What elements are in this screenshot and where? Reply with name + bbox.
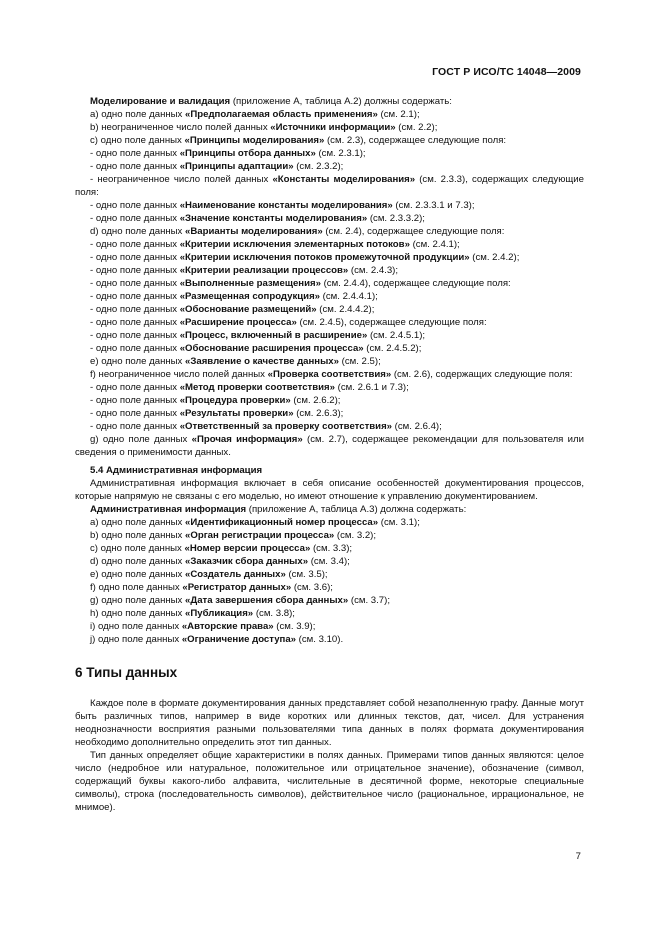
list-item (75, 316, 584, 329)
list-item-prefix: - одно поле данных (90, 148, 180, 159)
list-item-field-name: «Константы моделирования» (272, 174, 416, 185)
list-item (75, 147, 584, 160)
list-item-prefix: a) одно поле данных (90, 109, 186, 120)
block1-intro (75, 95, 584, 108)
list-item (75, 394, 584, 407)
list-item-field-name: «Метод проверки соответствия» (179, 382, 335, 393)
list-item-field-name: «Процесс, включенный в расширение» (179, 330, 368, 341)
list-item-field-name: «Номер версии процесса» (184, 543, 311, 554)
list-item-suffix: (см. 2.4.4), содержащее следующие поля: (320, 278, 511, 289)
list-item-field-name: «Дата завершения сбора данных» (185, 595, 349, 606)
list-item-prefix: - одно поле данных (90, 161, 180, 172)
list-item (75, 568, 584, 581)
list-item-prefix: - одно поле данных (90, 395, 180, 406)
list-item-prefix: f) неограниченное число полей данных (90, 369, 268, 380)
list-item-prefix: - одно поле данных (90, 213, 180, 224)
section-5-4-intro (75, 503, 584, 516)
list-item (75, 620, 584, 633)
list-item-prefix: g) одно поле данных (90, 595, 186, 606)
list-item-prefix: - одно поле данных (90, 304, 180, 315)
list-item (75, 529, 584, 542)
list-item-field-name: «Публикация» (185, 608, 254, 619)
section-5-4-intro-bold: Административная информация (90, 504, 247, 515)
list-item-prefix: - одно поле данных (90, 252, 180, 263)
block1-intro-bold: Моделирование и валидация (90, 96, 231, 107)
list-item-prefix: - одно поле данных (90, 343, 180, 354)
list-item-suffix: (см. 2.4.4.1); (320, 291, 378, 302)
list-item-field-name: «Заказчик сбора данных» (185, 556, 309, 567)
list-item-prefix: c) одно поле данных (90, 135, 185, 146)
list-item (75, 160, 584, 173)
block1-intro-rest: (приложение А, таблица А.2) должны содержать: (230, 96, 452, 107)
list-item-suffix: (см. 2.4), содержащее следующие поля: (322, 226, 505, 237)
section-6-paragraph-2: Тип данных определяет общие характеристики в полях данных. Примерами типов данных являются: целое число (недробное или натуральное, положительное или отрицательное значение), обозначение (символ, содержащий буквы какого-либо алфавита, числительные в десятичной форме, некоторые специальные символы), строка (последовательность символов), действительное число (рациональное, иррациональное, не мнимое). (75, 750, 584, 813)
list-item-field-name: «Критерии исключения элементарных потоков» (179, 239, 410, 250)
list-item-field-name: «Варианты моделирования» (185, 226, 323, 237)
list-item-field-name: «Прочая информация» (191, 434, 303, 445)
list-item (75, 581, 584, 594)
list-item (75, 264, 584, 277)
list-item (75, 555, 584, 568)
list-item-field-name: «Процедура проверки» (179, 395, 291, 406)
list-item-suffix: (см. 2.3.2); (293, 161, 344, 172)
list-item-field-name: «Заявление о качестве данных» (185, 356, 339, 367)
list-item-prefix: a) одно поле данных (90, 517, 186, 528)
list-item-suffix: (см. 3.1); (378, 517, 420, 528)
list-item-prefix: - неограниченное число полей данных (90, 174, 273, 185)
list-item (75, 594, 584, 607)
list-item (75, 516, 584, 529)
list-item (75, 342, 584, 355)
list-item-field-name: «Проверка соответствия» (267, 369, 392, 380)
list-item-suffix: (см. 3.4); (308, 556, 350, 567)
list-item-suffix: (см. 2.3.3), содержащих следующие поля: (75, 174, 584, 198)
list-item-prefix: - одно поле данных (90, 421, 180, 432)
list-item-suffix: (см. 2.4.5.2); (363, 343, 422, 354)
list-item-field-name: «Предполагаемая область применения» (185, 109, 378, 120)
list-item-prefix: b) неограниченное число полей данных (90, 122, 271, 133)
list-item-suffix: (см. 3.5); (285, 569, 328, 580)
list-item-prefix: - одно поле данных (90, 382, 180, 393)
list-item-field-name: «Расширение процесса» (179, 317, 297, 328)
list-item-field-name: «Идентификационный номер процесса» (185, 517, 379, 528)
list-item-field-name: «Принципы отбора данных» (179, 148, 316, 159)
list-item-suffix: (см. 2.5); (338, 356, 381, 367)
list-item (75, 355, 584, 368)
list-item-prefix: - одно поле данных (90, 200, 180, 211)
list-item-prefix: e) одно поле данных (90, 356, 186, 367)
list-item-prefix: - одно поле данных (90, 330, 180, 341)
list-item-suffix: (см. 2.6.3); (293, 408, 344, 419)
list-item-field-name: «Регистратор данных» (182, 582, 292, 593)
list-item (75, 199, 584, 212)
list-item-suffix: (см. 2.4.4.2); (316, 304, 375, 315)
list-item-suffix: (см. 3.8); (253, 608, 295, 619)
list-item-field-name: «Обоснование расширения процесса» (179, 343, 364, 354)
list-item (75, 290, 584, 303)
list-item (75, 121, 584, 134)
list-item-field-name: «Ограничение доступа» (181, 634, 297, 645)
list-item (75, 238, 584, 251)
list-item (75, 108, 584, 121)
list-item-prefix: - одно поле данных (90, 239, 180, 250)
list-item-suffix: (см. 3.3); (310, 543, 353, 554)
list-item-prefix: - одно поле данных (90, 317, 180, 328)
list-item-suffix: (см. 3.6); (291, 582, 333, 593)
list-item (75, 420, 584, 433)
list-item-prefix: g) одно поле данных (90, 434, 192, 445)
list-item-prefix: - одно поле данных (90, 291, 180, 302)
section-6-heading: 6 Типы данных (75, 665, 178, 680)
list-item-prefix: f) одно поле данных (90, 582, 183, 593)
list-item (75, 277, 584, 290)
list-item (75, 368, 584, 381)
block1-list (75, 108, 584, 459)
list-item-prefix: d) одно поле данных (90, 226, 186, 237)
list-item-field-name: «Критерии реализации процессов» (179, 265, 349, 276)
list-item-prefix: e) одно поле данных (90, 569, 186, 580)
list-item-prefix: j) одно поле данных (90, 634, 182, 645)
list-item-suffix: (см. 2.4.5.1); (367, 330, 426, 341)
list-item (75, 134, 584, 147)
list-item-field-name: «Выполненные размещения» (179, 278, 321, 289)
list-item-suffix: (см. 2.6), содержащих следующие поля: (391, 369, 573, 380)
list-item-field-name: «Размещенная сопродукция» (179, 291, 321, 302)
list-item-field-name: «Создатель данных» (185, 569, 286, 580)
list-item-suffix: (см. 2.3), содержащее следующие поля: (324, 135, 507, 146)
list-item-suffix: (см. 2.4.5), содержащее следующие поля: (296, 317, 487, 328)
list-item (75, 433, 584, 459)
list-item-prefix: h) одно поле данных (90, 608, 186, 619)
list-item-field-name: «Критерии исключения потоков промежуточной продукции» (179, 252, 470, 263)
section-5-4-list (75, 516, 584, 646)
list-item-suffix: (см. 3.2); (334, 530, 377, 541)
list-item (75, 225, 584, 238)
list-item-prefix: b) одно поле данных (90, 530, 186, 541)
list-item-suffix: (см. 3.10). (296, 634, 344, 645)
document-header: ГОСТ Р ИСО/ТС 14048—2009 (432, 66, 581, 78)
section-5-4-heading: 5.4 Административная информация (90, 465, 263, 476)
list-item (75, 251, 584, 264)
list-item-suffix: (см. 3.9); (273, 621, 316, 632)
list-item-suffix: (см. 2.7), содержащее рекомендации для пользователя или сведения о применимости данных. (75, 434, 584, 458)
list-item (75, 303, 584, 316)
list-item-field-name: «Ответственный за проверку соответствия» (179, 421, 392, 432)
list-item-field-name: «Наименование константы моделирования» (179, 200, 393, 211)
section-5-4-paragraph: Административная информация включает в себя описание особенностей документирования процессов, которые напрямую не связаны с его моделью, но имеют отношение к управлению документированием. (75, 478, 584, 502)
list-item-field-name: «Принципы адаптации» (179, 161, 294, 172)
list-item-suffix: (см. 2.6.1 и 7.3); (334, 382, 409, 393)
list-item (75, 407, 584, 420)
list-item-suffix: (см. 2.4.1); (409, 239, 460, 250)
list-item-prefix: - одно поле данных (90, 278, 180, 289)
list-item-prefix: i) одно поле данных (90, 621, 182, 632)
list-item-prefix: - одно поле данных (90, 408, 180, 419)
list-item-field-name: «Результаты проверки» (179, 408, 294, 419)
list-item-suffix: (см. 2.4.3); (348, 265, 399, 276)
list-item (75, 173, 584, 199)
page-body (75, 95, 584, 814)
list-item-suffix: (см. 2.3.3.1 и 7.3); (392, 200, 475, 211)
list-item (75, 633, 584, 646)
list-item-suffix: (см. 2.4.2); (469, 252, 520, 263)
list-item-prefix: - одно поле данных (90, 265, 180, 276)
list-item (75, 329, 584, 342)
list-item-field-name: «Авторские права» (181, 621, 274, 632)
list-item-suffix: (см. 2.6.2); (290, 395, 341, 406)
section-6-paragraph-1: Каждое поле в формате документирования данных представляет собой незаполненную графу. Данные могут быть различных типов, например в виде коротких или длинных текстов, дат, чисел. Для устранения неоднозначности восприятия разными пользователями типа данных в полях формата документирования необходимо дополнительно определить этот тип данных. (75, 698, 584, 748)
section-5-4-intro-rest: (приложение А, таблица А.3) должна содержать: (246, 504, 467, 515)
list-item-field-name: «Орган регистрации процесса» (185, 530, 335, 541)
list-item (75, 542, 584, 555)
page-number: 7 (575, 851, 581, 862)
list-item (75, 381, 584, 394)
list-item-field-name: «Источники информации» (270, 122, 396, 133)
list-item-suffix: (см. 2.2); (395, 122, 438, 133)
list-item-suffix: (см. 2.3.3.2); (367, 213, 425, 224)
list-item-field-name: «Принципы моделирования» (184, 135, 325, 146)
list-item-suffix: (см. 3.7); (348, 595, 390, 606)
list-item (75, 212, 584, 225)
list-item-suffix: (см. 2.6.4); (392, 421, 442, 432)
list-item (75, 607, 584, 620)
list-item-suffix: (см. 2.1); (377, 109, 420, 120)
list-item-field-name: «Обоснование размещений» (179, 304, 317, 315)
list-item-suffix: (см. 2.3.1); (315, 148, 366, 159)
list-item-prefix: c) одно поле данных (90, 543, 185, 554)
list-item-prefix: d) одно поле данных (90, 556, 186, 567)
list-item-field-name: «Значение константы моделирования» (179, 213, 368, 224)
